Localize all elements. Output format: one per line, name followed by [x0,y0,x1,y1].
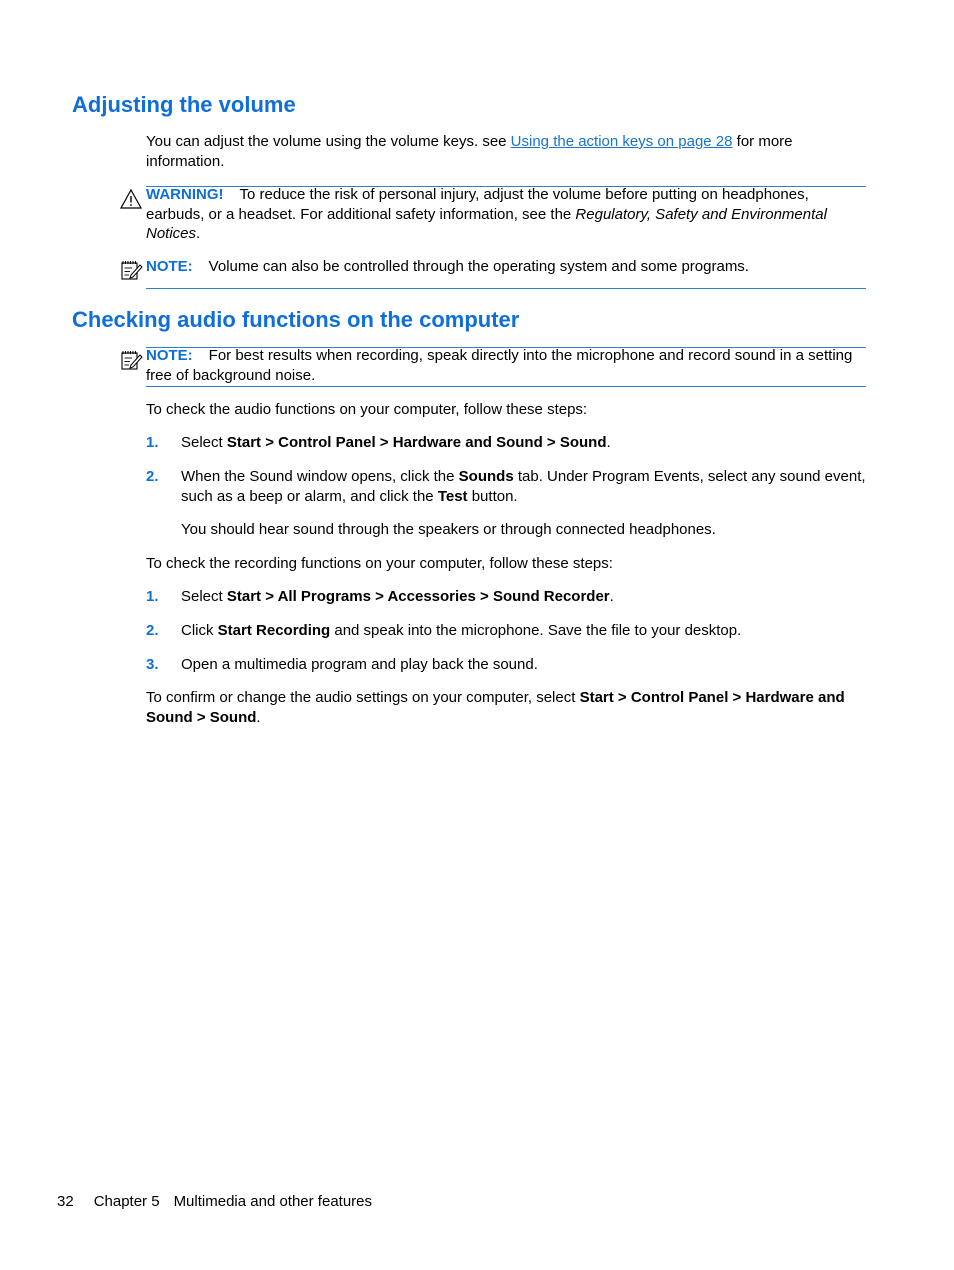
step-number: 1. [146,434,159,451]
step-text-pre: Select [181,588,227,605]
step-text-post: . [606,434,611,451]
step-text-pre: Select [181,434,227,451]
step-text [181,655,871,675]
footer-chapter-title: Multimedia and other features [173,1193,373,1210]
step-number: 2. [146,468,159,485]
note-text: Volume can also be controlled through the operating system and some programs. [208,258,749,275]
page-number: 32 [57,1193,74,1210]
note-block-recording [146,346,866,385]
section-heading-checking-audio: Checking audio functions on the computer [72,307,520,332]
check-intro-paragraph: To check the audio functions on your computer, follow these steps: [146,401,588,418]
step-text-mid: tab. Under Program Events, select any sound event, such as a beep or alarm, and click the [181,468,866,505]
step-number: 2. [146,622,159,639]
note-label: NOTE: [146,347,193,364]
footer-chapter: Chapter 5 [93,1193,160,1210]
step-text-post: and speak into the microphone. Save the file to your desktop. [330,622,742,639]
note2-bottom-rule [146,386,866,387]
step-text-pre: Click [181,622,218,639]
step-text-post: . [609,588,614,605]
warning-text: To reduce the risk of personal injury, adjust the volume before putting on headphones, earbuds, or a headset. For additional safety information, see the [146,186,809,223]
step-bold-start-recording: Start Recording [217,622,331,639]
note-block-volume [146,257,866,277]
step-text-pre: Open a multimedia program and play back the sound. [181,656,538,673]
step-number: 1. [146,588,159,605]
page-footer [57,1192,372,1212]
note-bottom-rule [146,288,866,289]
step-bold-sounds: Sounds [458,468,514,485]
warning-italic-text: Regulatory, Safety and Environmental Notices [146,205,827,242]
step2-followup: You should hear sound through the speakers or through connected headphones. [181,521,716,538]
step-text-post: button. [467,487,518,505]
step-number: 3. [146,656,159,673]
confirm-text-end: . [256,708,261,726]
warning-label: WARNING! [146,186,224,203]
note-text: For best results when recording, speak directly into the microphone and record sound in a setting free of background noise. [146,347,853,384]
step-bold-test: Test [437,487,468,505]
warning-text-end: . [196,225,201,242]
step-text [181,621,871,641]
note-icon [119,348,143,372]
confirm-menu-path: Start > Control Panel > Hardware and Sound > Sound [146,689,845,726]
action-keys-link[interactable]: Using the action keys on page 28 [510,133,733,150]
warning-block [146,185,866,244]
step-text [181,433,871,453]
step-menu-path: Start > All Programs > Accessories > Sound Recorder [226,588,610,605]
confirm-text: To confirm or change the audio settings on your computer, select [146,689,580,706]
step-text [181,467,871,506]
step-text [181,587,871,607]
step-text-pre: When the Sound window opens, click the [181,468,459,485]
section-heading-adjusting-volume: Adjusting the volume [72,92,296,117]
volume-intro-text-end: for more information. [146,133,793,170]
step-menu-path: Start > Control Panel > Hardware and Sound > Sound [226,434,607,451]
confirm-paragraph [146,688,866,727]
volume-intro-paragraph [146,132,866,171]
warning-icon [119,187,143,211]
note-label: NOTE: [146,258,193,275]
note-icon [119,258,143,282]
volume-intro-text: You can adjust the volume using the volume keys. see [146,133,511,150]
record-intro-paragraph: To check the recording functions on your computer, follow these steps: [146,555,613,572]
